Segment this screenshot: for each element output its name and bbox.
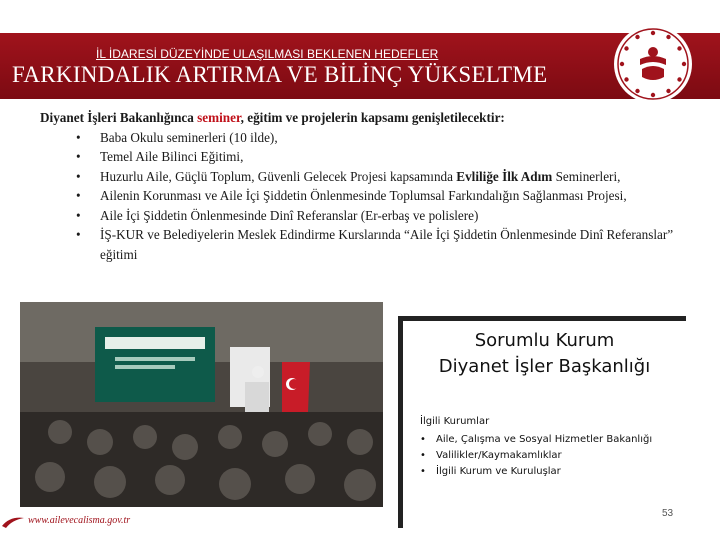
list-item: • Baba Okulu seminerleri (10 ilde), (76, 129, 278, 145)
intro-after: , eğitim ve projelerin kapsamı genişletilecektir: (240, 110, 505, 125)
list-item: • Aile İçi Şiddetin Önlenmesinde Dinî Referanslar (Er-erbaş ve polislere) (76, 207, 479, 223)
section-subtitle: İL İDARESİ DÜZEYİNDE ULAŞILMASI BEKLENEN HEDEFLER (96, 47, 439, 61)
ministry-emblem-icon (612, 23, 694, 105)
intro-highlight: seminer (197, 110, 241, 125)
responsible-title: Sorumlu Kurum (474, 330, 615, 351)
page-title: FARKINDALIK ARTIRMA VE BİLİNÇ YÜKSELTME (12, 62, 548, 87)
page-number: 53 (662, 508, 674, 519)
item-list (40, 128, 712, 265)
swoosh-icon (0, 512, 26, 530)
list-item: • Temel Aile Bilinci Eğitimi, (76, 149, 244, 164)
box-top-border (398, 316, 686, 321)
intro-text (40, 108, 712, 128)
list-item: • Huzurlu Aile, Güçlü Toplum, Güvenli Gelecek Projesi kapsamında Evliliğe İlk Adım Seminerleri, (76, 168, 621, 184)
related-heading: İlgili Kurumlar (420, 416, 490, 427)
seminar-photo (20, 302, 383, 507)
list-item: • Ailenin Korunması ve Aile İçi Şiddetin Önlenmesinde Toplumsal Farkındalığın Sağlanması Projesi, (76, 188, 627, 203)
list-item: • İŞ-KUR ve Belediyelerin Meslek Edindirme Kurslarında “Aile İçi Şiddetin Önlenmesinde Dinî Referanslar” eğitimi (76, 227, 674, 262)
list-item: • İlgili Kurum ve Kuruluşlar (420, 466, 561, 477)
website-link[interactable]: www.ailevecalisma.gov.tr (28, 515, 131, 526)
list-item: • Valilikler/Kaymakamlıklar (420, 450, 562, 461)
responsible-name: Diyanet İşler Başkanlığı (438, 356, 651, 377)
intro-before: Diyanet İşleri Bakanlığınca (40, 110, 198, 125)
list-item: • Aile, Çalışma ve Sosyal Hizmetler Bakanlığı (420, 434, 653, 445)
related-list (420, 432, 652, 480)
content-area (40, 108, 712, 264)
responsible-institution-box (398, 316, 686, 528)
